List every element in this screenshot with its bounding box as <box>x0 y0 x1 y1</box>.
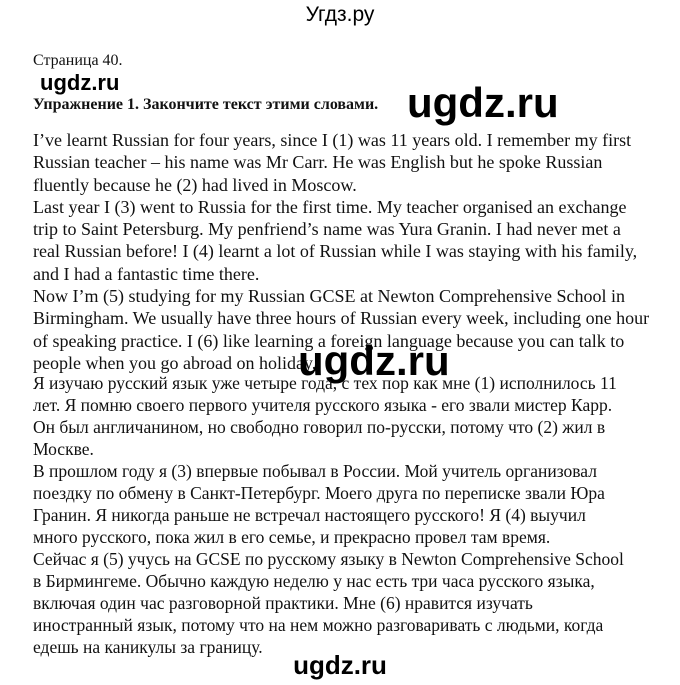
site-title[interactable]: Угдз.ру <box>305 3 375 26</box>
text-line: I’ve learnt Russian for four years, since I (1) was 11 years old. I remember my first <box>33 130 632 150</box>
text-line: много русского, пока жил в его семье, и прекрасно провел там время. <box>33 527 551 547</box>
exercise-title: Упражнение 1. Закончите текст этими словами. <box>33 96 379 113</box>
watermark: ugdz.ru <box>298 337 450 384</box>
text-line: trip to Saint Petersburg. My penfriend’s name was Yura Granin. I had never met a <box>33 219 621 240</box>
russian-text <box>33 372 624 658</box>
text-line: Он был англичанином, но свободно говорил по-русски, потому что (2) жил в <box>33 417 606 437</box>
text-line: Russian teacher – his name was Mr Carr. He was English but he spoke Russian <box>33 152 603 173</box>
text-line: Now I’m (5) studying for my Russian GCSE at Newton Comprehensive School in <box>33 286 625 307</box>
text-line: people when you go abroad on holiday. <box>33 352 317 373</box>
text-line: Сейчас я (5) учусь на GCSE по русскому языку в Newton Comprehensive School <box>33 549 624 569</box>
text-line: включая один час разговорной практики. Мне (6) нравится изучать <box>33 593 533 613</box>
text-line: Я изучаю русский язык уже четыре года, с тех пор как мне (1) исполнилось 11 <box>33 373 617 393</box>
watermark: ugdz.ru <box>407 79 559 126</box>
text-line: Last year I (3) went to Russia for the first time. My teacher organised an exchange <box>33 196 627 217</box>
watermark: ugdz.ru <box>293 650 387 680</box>
page-number: Страница 40. <box>33 52 123 69</box>
text-line: real Russian before! I (4) learnt a lot of Russian while I was staying with his family, <box>33 241 638 262</box>
text-line: of speaking practice. I (6) like learning a foreign language because you can talk to <box>33 330 625 351</box>
text-line: В прошлом году я (3) впервые побывал в России. Мой учитель организовал <box>33 461 597 481</box>
watermark: ugdz.ru <box>40 70 120 95</box>
text-line: and I had a fantastic time there. <box>33 263 260 284</box>
text-line: иностранный язык, потому что на нем можно разговаривать с людьми, когда <box>33 615 604 635</box>
text-line: лет. Я помню своего первого учителя русского языка - его звали мистер Карр. <box>33 395 613 415</box>
text-line: в Бирмингеме. Обычно каждую неделю у нас есть три часа русского языка, <box>33 571 595 591</box>
text-line: Москве. <box>33 439 94 459</box>
text-line: поездку по обмену в Санкт-Петербург. Моего друга по переписке звали Юра <box>33 483 605 503</box>
text-line: fluently because he (2) had lived in Moscow. <box>33 174 357 195</box>
text-line: едешь на каникулы за границу. <box>33 637 263 657</box>
text-line: Birmingham. We usually have three hours of Russian every week, including one hour <box>33 308 650 329</box>
text-line: Гранин. Я никогда раньше не встречал настоящего русского! Я (4) выучил <box>33 505 586 525</box>
